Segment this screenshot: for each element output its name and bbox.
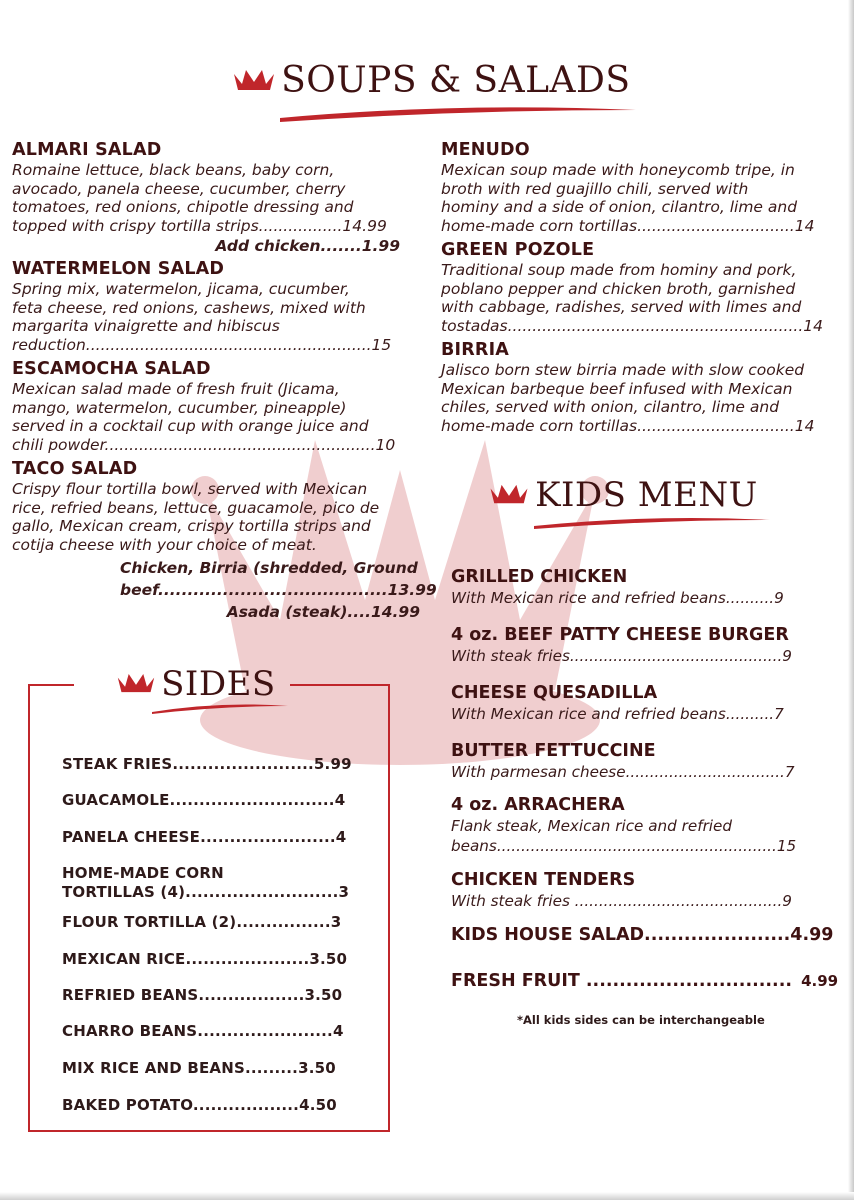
side-item: GUACAMOLE............................4 — [62, 791, 346, 809]
watermelon-desc-4: reduction..........................................................15 — [12, 335, 392, 354]
kids-item-desc: Flank steak, Mexican rice and refried — [451, 817, 733, 835]
escamocha-desc-2: mango, watermelon, cucumber, pineapple) — [12, 398, 347, 417]
almari-desc-3: tomatoes, red onions, chipotle dressing and — [12, 198, 354, 216]
side-item: FLOUR TORTILLA (2)................3 — [62, 913, 342, 931]
kids-item-title: BUTTER FETTUCCINE — [451, 741, 656, 761]
kids-item-title: GRILLED CHICKEN — [451, 567, 628, 587]
kids-item-desc: With parmesan cheese.................................7 — [451, 763, 795, 781]
side-item: BAKED POTATO..................4.50 — [62, 1096, 337, 1114]
pozole-desc-2: poblano pepper and chicken broth, garnished — [441, 279, 796, 298]
birria-desc-2: Mexican barbeque beef infused with Mexican — [441, 379, 793, 398]
menudo-desc-3: hominy and a side of onion, cilantro, lime and — [441, 198, 798, 216]
soups-salads-heading — [232, 60, 631, 101]
sides-box-top-left — [28, 684, 74, 686]
kids-menu-heading — [488, 475, 758, 515]
side-item: HOME-MADE CORN — [62, 864, 224, 882]
watermelon-desc-2: feta cheese, red onions, cashews, mixed with — [12, 298, 366, 317]
almari-add-chicken: Add chicken.......1.99 — [215, 237, 400, 255]
pozole-desc-1: Traditional soup made from hominy and pork, — [441, 261, 797, 279]
kids-item — [451, 682, 784, 724]
almari-desc-2: avocado, panela cheese, cucumber, cherry — [12, 179, 346, 198]
crown-icon — [116, 672, 156, 696]
watermelon-desc-3: margarita vinaigrette and hibiscus — [12, 317, 280, 335]
watermelon-salad — [12, 259, 422, 354]
almari-desc-1: Romaine lettuce, black beans, baby corn, — [12, 161, 335, 179]
menudo-desc-4: home-made corn tortillas................................14 — [441, 216, 815, 235]
title-underline-swoosh — [278, 104, 638, 124]
pozole-desc-4: tostadas............................................................14 — [441, 316, 823, 335]
sides-heading — [116, 664, 276, 704]
side-item: CHARRO BEANS.......................4 — [62, 1022, 344, 1040]
kids-item-title: CHEESE QUESADILLA — [451, 683, 658, 703]
kids-item-desc: With steak fries ...........................................9 — [451, 892, 792, 910]
escamocha-desc-3: served in a cocktail cup with orange juice and — [12, 417, 369, 435]
fresh-fruit-label: FRESH FRUIT ............................... — [451, 971, 792, 991]
taco-salad — [12, 459, 437, 623]
taco-price-line-3: Asada (steak)....14.99 — [226, 603, 420, 621]
sides-box-top-right — [290, 684, 388, 686]
birria-desc-3: chiles, served with onion, cilantro, lime and — [441, 398, 780, 416]
menudo — [441, 140, 851, 235]
fresh-fruit-price: 4.99 — [801, 972, 839, 990]
kids-item-desc-2: beans..........................................................15 — [451, 837, 797, 855]
kids-house-salad: KIDS HOUSE SALAD......................4.99 — [451, 925, 834, 945]
escamocha-salad — [12, 359, 422, 454]
kids-item-desc: With Mexican rice and refried beans..........9 — [451, 589, 784, 607]
soups-salads-title: SOUPS & SALADS — [281, 60, 631, 101]
taco-desc-4: cotija cheese with your choice of meat. — [12, 535, 317, 554]
right-column — [441, 140, 851, 435]
menudo-desc-1: Mexican soup made with honeycomb tripe, in — [441, 161, 795, 179]
kids-item — [451, 869, 792, 911]
green-pozole — [441, 240, 851, 335]
kids-fresh-fruit — [451, 970, 841, 992]
side-item: MIX RICE AND BEANS.........3.50 — [62, 1059, 336, 1077]
almari-salad — [12, 140, 422, 257]
taco-salad-title: TACO SALAD — [12, 459, 138, 479]
almari-salad-title: ALMARI SALAD — [12, 140, 162, 160]
taco-price-line-2: beef.......................................13.99 — [120, 581, 437, 599]
watermelon-salad-title: WATERMELON SALAD — [12, 259, 225, 279]
taco-desc-2: rice, refried beans, lettuce, guacamole, pico de — [12, 498, 380, 517]
left-column — [12, 140, 437, 623]
crown-icon — [232, 68, 276, 94]
kids-item-desc: With Mexican rice and refried beans..........7 — [451, 705, 784, 723]
crown-icon — [488, 483, 530, 507]
menudo-title: MENUDO — [441, 140, 530, 160]
kids-item — [451, 624, 792, 666]
escamocha-salad-title: ESCAMOCHA SALAD — [12, 359, 211, 379]
side-item: PANELA CHEESE.......................4 — [62, 828, 347, 846]
pozole-title: GREEN POZOLE — [441, 240, 595, 260]
watermelon-desc-1: Spring mix, watermelon, jicama, cucumber, — [12, 280, 350, 298]
sides-title: SIDES — [161, 664, 276, 704]
kids-item-title: 4 oz. ARRACHERA — [451, 795, 625, 815]
kids-menu-title: KIDS MENU — [535, 475, 758, 515]
kids-item — [451, 740, 795, 782]
pozole-desc-3: with cabbage, radishes, served with limes and — [441, 298, 802, 316]
taco-desc-1: Crispy flour tortilla bowl, served with Mexican — [12, 480, 368, 498]
sides-underline-swoosh — [150, 702, 290, 716]
page-edge-shadow — [848, 0, 854, 1200]
birria-desc-4: home-made corn tortillas................................14 — [441, 416, 815, 435]
escamocha-desc-4: chili powder.......................................................10 — [12, 435, 396, 454]
side-item: STEAK FRIES........................5.99 — [62, 755, 352, 773]
kids-item — [451, 566, 784, 608]
kids-item-desc: With steak fries............................................9 — [451, 647, 792, 665]
side-item: MEXICAN RICE.....................3.50 — [62, 950, 348, 968]
page-bottom-shadow — [0, 1192, 854, 1200]
kids-item-title: CHICKEN TENDERS — [451, 870, 636, 890]
kids-sides-note: *All kids sides can be interchangeable — [517, 1013, 765, 1027]
escamocha-desc-1: Mexican salad made of fresh fruit (Jicama, — [12, 380, 340, 398]
kids-item — [451, 794, 796, 856]
taco-desc-3: gallo, Mexican cream, crispy tortilla strips and — [12, 517, 371, 535]
kids-underline-swoosh — [532, 515, 772, 531]
almari-desc-4: topped with crispy tortilla strips.................14.99 — [12, 216, 387, 235]
side-item: TORTILLAS (4)..........................3 — [62, 883, 350, 901]
birria-title: BIRRIA — [441, 340, 510, 360]
taco-price-line-1: Chicken, Birria (shredded, Ground — [120, 559, 418, 577]
kids-item-title: 4 oz. BEEF PATTY CHEESE BURGER — [451, 625, 789, 645]
birria — [441, 340, 851, 435]
side-item: REFRIED BEANS..................3.50 — [62, 986, 343, 1004]
birria-desc-1: Jalisco born stew birria made with slow cooked — [441, 361, 805, 379]
menudo-desc-2: broth with red guajillo chili, served with — [441, 179, 749, 198]
